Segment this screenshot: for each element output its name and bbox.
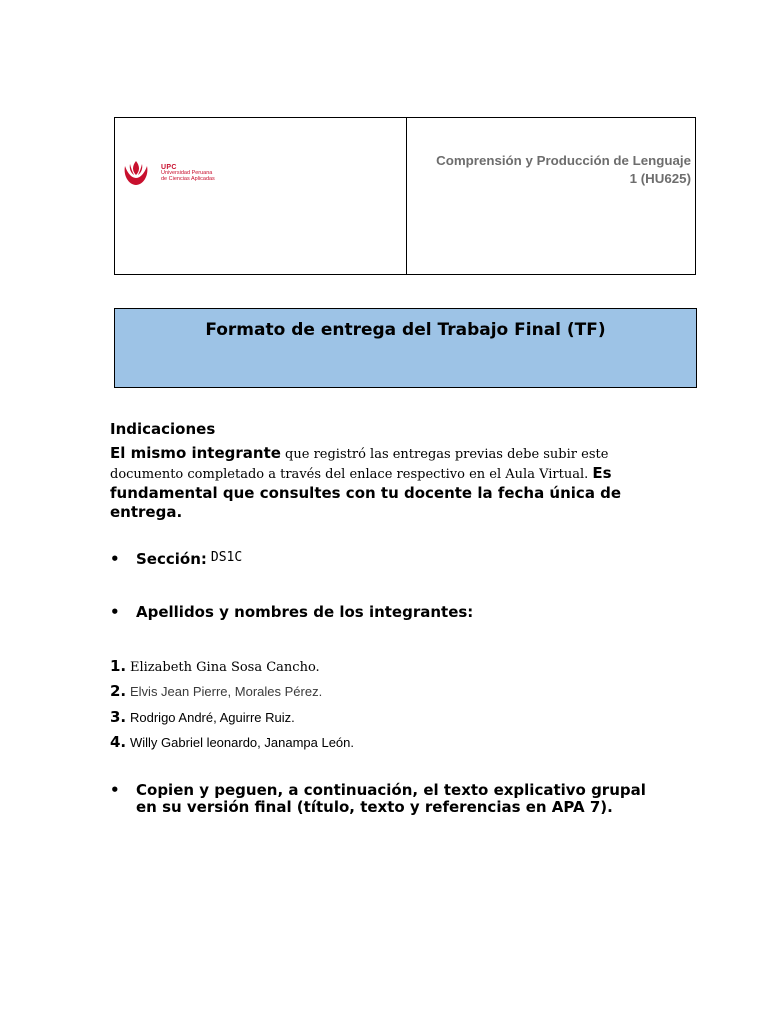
final-instruction-item — [110, 782, 650, 816]
logo-fullname-line2: de Ciencias Aplicadas — [161, 175, 215, 182]
member-item-1 — [110, 657, 320, 675]
member-number: 3. — [110, 708, 127, 726]
title-box — [114, 308, 697, 388]
member-number: 1. — [110, 657, 127, 675]
member-name: Elizabeth Gina Sosa Cancho. — [130, 660, 320, 675]
upc-logo — [121, 158, 215, 188]
member-item-4 — [110, 733, 354, 751]
logo-fullname-line1: Universidad Peruana — [161, 169, 213, 176]
header-logo-cell — [115, 118, 407, 274]
section-value: DS1C — [210, 550, 243, 565]
logo-abbr: UPC — [161, 163, 177, 171]
member-item-2 — [110, 682, 322, 700]
document-body — [110, 418, 670, 816]
document-title: Formato de entrega del Trabajo Final (TF) — [205, 320, 606, 340]
bullet-icon: • — [110, 781, 120, 799]
indications-middle-text: que registró las entregas previas debe subir este documento completado a través del enlace respectivo en el Aula Virtual. — [110, 447, 609, 482]
header-table — [114, 117, 696, 275]
members-bullet-item — [110, 603, 473, 621]
upc-emblem-icon — [121, 158, 151, 188]
course-title-line1: Comprensión y Producción de Lenguaje — [436, 153, 691, 168]
bullet-icon: • — [110, 550, 120, 568]
member-number: 2. — [110, 682, 127, 700]
member-name: Willy Gabriel leonardo, Janampa León. — [130, 735, 355, 750]
member-name: Rodrigo André, Aguirre Ruiz. — [130, 710, 295, 725]
indications-lead-bold: El mismo integrante — [110, 444, 281, 462]
final-instruction-text: Copien y peguen, a continuación, el texto explicativo grupal en su versión final (título, texto y referencias en APA 7). — [136, 781, 646, 816]
indications-heading: Indicaciones — [110, 420, 216, 438]
member-number: 4. — [110, 733, 127, 751]
section-bullet-item — [110, 550, 242, 568]
course-title-line2: 1 (HU625) — [629, 171, 691, 186]
course-title — [411, 152, 691, 188]
member-item-3 — [110, 708, 295, 726]
logo-wordmark — [161, 164, 215, 183]
member-name: Elvis Jean Pierre, Morales Pérez. — [130, 684, 323, 699]
members-label: Apellidos y nombres de los integrantes: — [136, 603, 474, 621]
bullet-icon: • — [110, 603, 120, 621]
header-course-cell — [407, 118, 695, 274]
indications-tail-bold: Es fundamental que consultes con tu docente la fecha única de entrega. — [110, 464, 622, 521]
indications-paragraph — [110, 444, 670, 522]
section-label: Sección: — [136, 550, 207, 568]
